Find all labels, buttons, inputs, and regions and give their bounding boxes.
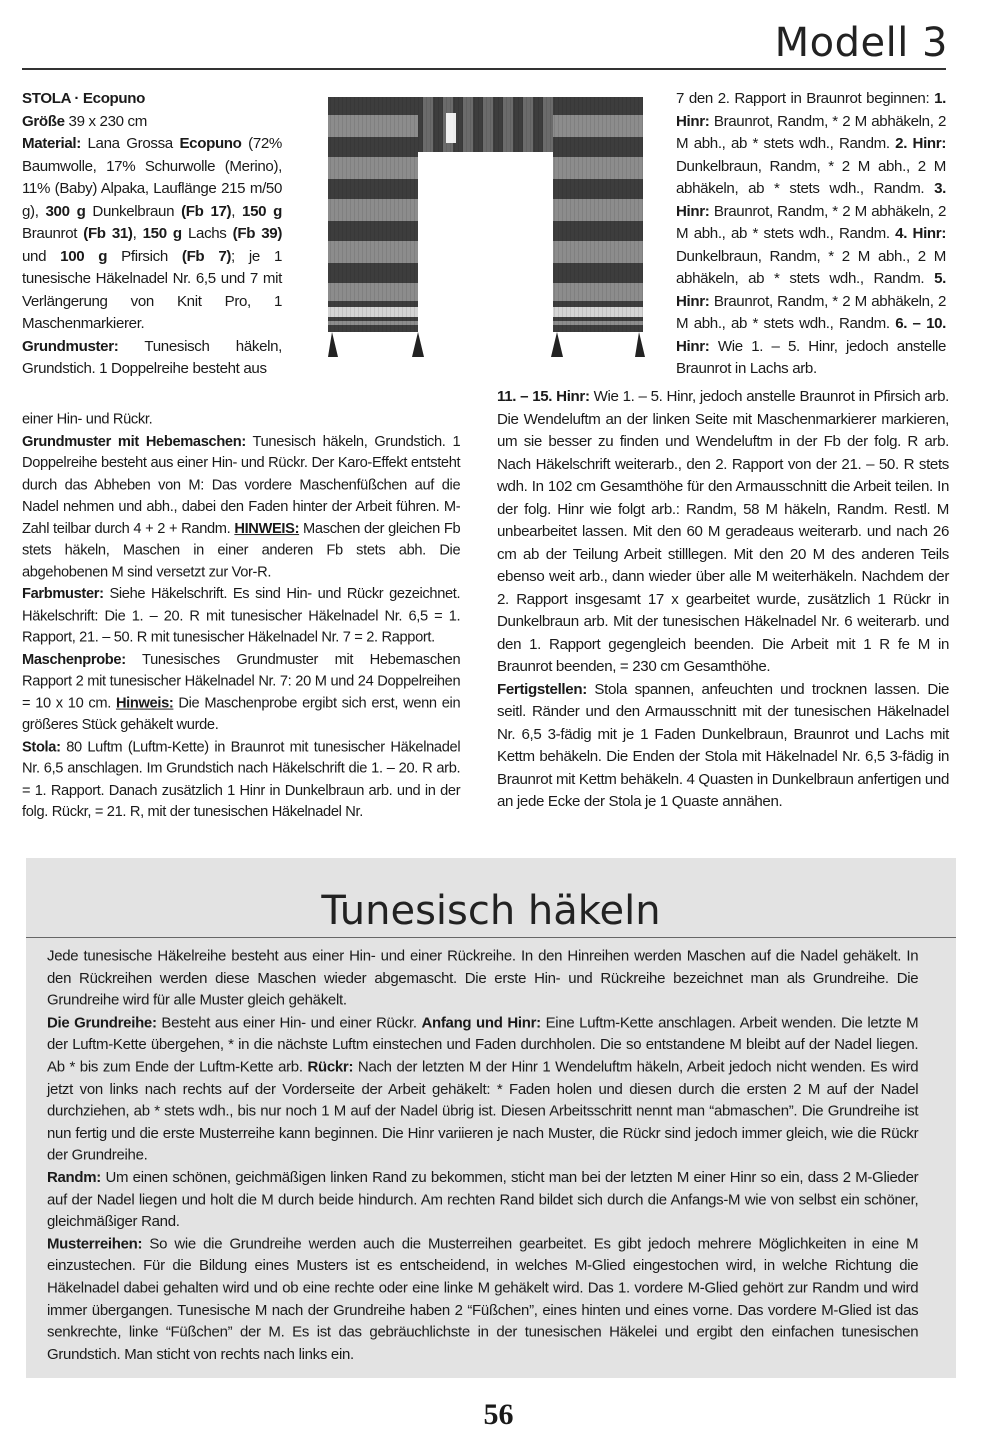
maschenprobe-paragraph: Maschenprobe: Tunesisches Grundmuster mit Hebemaschen Rapport 2 mit tunesischer Häkelnadel Nr. 7: 20 M und 24 Doppelreihen = 10 x 10 cm. Hinweis: Die Maschenprobe ergibt sich erst, wenn ein größeres Stück gehäkelt wurde. [22,650,461,733]
left-bottom-column [22,409,460,824]
right-top-column [676,88,946,381]
header-rule [22,68,946,70]
page-number: 56 [483,1398,514,1431]
hebemaschen-paragraph: Grundmuster mit Hebemaschen: Tunesisch häkeln, Grundstich. 1 Doppelreihe besteht aus einer Hin- und Rückr. Der Karo-Effekt entsteht durch das Abheben von M: Das vordere Maschenfüßchen auf die Nadel nehmen und abh., dabei den Faden hinter der Arbeit führen. M-Zahl teilbar durch 4 + 2 + Randm. HINWEIS: Maschen der gleichen Fb stets häkeln, Maschen in einer anderen Fb stets abh. Die abgehobenen M sind versetzt zur Vor-R. [22,432,461,581]
left-top-column [22,88,282,381]
rows-11-15-paragraph: 11. – 15. Hinr: Wie 1. – 5. Hinr, jedoch anstelle Braunrot in Pfirsich arb. Die Wendeluftm an der linken Seite mit Maschenmarkierer markieren, um sie besser zu finden und Wendeluftm in der Fb der folg. R arb. Nach Häkelschrift weiterarb., den 2. Rapport von der 21. – 50. R stets wdh. In 102 cm Gesamthöhe für den Armausschnitt die Arbeit teilen. In der folg. Hinr wie folgt arb.: Randm, 58 M häkeln, Randm. Restl. M unbearbeitet lassen. Mit den 60 M geradeaus weiterarb. und nach 26 cm ab der Teilung Arbeit stilllegen. Mit den 20 M des anderen Teils ebenso weit arb., dann wieder über alle M weiterhäkeln. Nachdem der 2. Rapport insgesamt 17 x gearbeitet wurde, zusätzlich 1 Rückr in Dunkelbraun arb. Mit der tunesischen Häkelnadel Nr. 6 weiterarb. und den 1. Rapport gegengleich beenden. Die Arbeit mit 1 R fe M in Braunrot beenden, = 230 cm Gesamthöhe. [497,388,949,675]
stola-top-band [413,97,558,152]
box-rule [26,937,956,938]
pattern-name: STOLA · Ecopuno [22,90,146,107]
size-line: Größe 39 x 230 cm [22,112,147,130]
box-randm-paragraph: Randm: Um einen schönen, geichmäßigen linken Rand zu bekommen, sticht man bei der letzten M einer Hinr so ein, dass 2 M-Glieder auf der Nadel liegen und holt die M durch beide hindurch. Am rechten Rand bildet sich durch die Anfangs-M wie von selbst ein schöner, gleichmäßiger Rand. [47,1169,919,1231]
box-grundreihe-paragraph: Die Grundreihe: Besteht aus einer Hin- und einer Rückr. Anfang und Hinr: Eine Luftm-Kette anschlagen. Arbeit wenden. Die letzte M der Luftm-Kette übergehen, * in die nächste Luftm einstechen und Faden durchholen. Die so entstandene M bleibt auf der Nadel liegen. Ab * bis zum Ende der Luftm-Kette arb. Rückr: Nach der letzten M der Hinr 1 Wendeluftm häkeln, Arbeit jedoch nicht wenden. Es wird jetzt von links nach rechts auf der Vorderseite der Arbeit gehäkelt: * Faden holen und diesen durch die ersten 2 M auf der Nadel durchziehen, ab * stets wdh., bis nur noch 1 M auf der Nadel übrig ist. Diesen Arbeitsschritt nennt man “abmaschen”. Die Grundreihe ist nun fertig und die erste Musterreihe kann beginnen. Die Hinr variieren je nach Muster, die Rückr sind jedoch immer gleich, wie die Rückr der Grundreihe. [47,1014,919,1164]
material-paragraph: Material: Lana Grossa Ecopuno (72% Baumwolle, 17% Schurwolle (Merino), 11% (Baby) Alpaka, Lauflänge 215 m/50 g), 300 g Dunkelbraun (Fb 17), 150 g Braunrot (Fb 31), 150 g Lachs (Fb 39) und 100 g Pfirsich (Fb 7); je 1 tunesische Häkelnadel Nr. 6,5 und 7 mit Verlängerung von Knit Pro, 1 Maschenmarkierer. [22,135,283,332]
stola-paragraph: Stola: 80 Luftm (Luftm-Kette) in Braunrot mit tunesischer Häkelnadel Nr. 6,5 anschlagen. Im Grundstich nach Häkelschrift die 1. – 20. R arb. = 1. Rapport. Danach zusätzlich 1 Hinr in Dunkelbraun arb. und in der folg. Rückr, = 21. R, mit der tunesischen Häkelnadel Nr. [22,738,461,821]
grundmuster-paragraph: Grundmuster: Tunesisch häkeln, Grundstich. 1 Doppelreihe besteht aus [22,337,282,377]
box-intro-paragraph: Jede tunesische Häkelreihe besteht aus einer Hin- und einer Rückreihe. In den Hinreihen werden Maschen auf die Nadel gehäkelt. In den Rückreihen werden diese Maschen wieder abgemascht. Die erste Hin- und Rückreihe bezeichnet man als Grundreihe. Die Grundreihe wird für alle Muster gleich gehäkelt. [47,947,919,1009]
box-text [47,946,918,1366]
grundmuster-continuation: einer Hin- und Rückr. [22,410,153,428]
stola-left-panel [328,97,424,357]
fertigstellen-paragraph: Fertigstellen: Stola spannen, anfeuchten und trocknen lassen. Die seitl. Ränder und den Armausschnitt mit der tunesischen Häkelnadel Nr. 6,5 3-fädig mit je 1 Faden Dunkelbraun, Braunrot und Lachs mit Kettm behäkeln. Die Enden der Stola mit Häkelnadel Nr. 6,5 3-fädig in Braunrot mit Kettm behäkeln. 4 Quasten in Dunkelbraun anfertigen und an jede Ecke der Stola je 1 Quaste annähen. [497,680,949,810]
right-bottom-column [497,386,949,814]
stola-right-panel [551,97,645,357]
page-title: Modell 3 [774,20,948,66]
tunesisch-info-box [26,858,956,1378]
box-title: Tunesisch häkeln [321,888,661,934]
farbmuster-paragraph: Farbmuster: Siehe Häkelschrift. Es sind Hin- und Rückr gezeichnet. Häkelschrift: Die 1. – 20. R mit tunesischer Häkelnadel Nr. 6,5 = 1. Rapport, 21. – 50. R mit tunesischer Häkelnadel Nr. 7 = 2. Rapport. [22,585,461,646]
box-musterreihen-paragraph: Musterreihen: So wie die Grundreihe werden auch die Musterreihen gearbeitet. Es gibt jedoch mehrere Möglichkeiten in eine M einzustechen. Für die Bildung eines Musters ist es entscheidend, in welches M-Glied eingestochen wird, in welche Richtung die Häkelnadel dabei gehalten wird und ob eine rechte oder eine linke M gehäkelt wird. Das 1. vordere M-Glied gehört zur Randm und wird immer übergangen. Tunesische M nach der Grundreihe haben 2 “Füßchen”, eines hinten und eines vorne. Das vordere M-Glied ist das senkrechte, linke “Füßchen” der M. Es ist das gebräuchlichste in der tunesischen Häkelei und ergibt den einfachen tunesischen Grundstich. Man sticht von rechts nach links ein. [47,1235,919,1363]
rapport-rows-paragraph: 7 den 2. Rapport in Braunrot beginnen: 1. Hinr: Braunrot, Randm, * 2 M abhäkeln, 2 M abh., ab * stets wdh., Randm. 2. Hinr: Dunkelbraun, Randm, * 2 M abh., 2 M abhäkeln, ab * stets wdh., Randm. 3. Hinr: Braunrot, Randm, * 2 M abhäkeln, 2 M abh., ab * stets wdh., Randm. 4. Hinr: Dunkelbraun, Randm, * 2 M abh., 2 M abhäkeln, ab * stets wdh., Randm. 5. Hinr: Braunrot, Randm, * 2 M abhäkeln, 2 M abh., ab * stets wdh., Randm. 6. – 10. Hinr: Wie 1. – 5. Hinr, jedoch anstelle Braunrot in Lachs arb. [676,90,946,377]
stola-illustration [318,95,653,370]
